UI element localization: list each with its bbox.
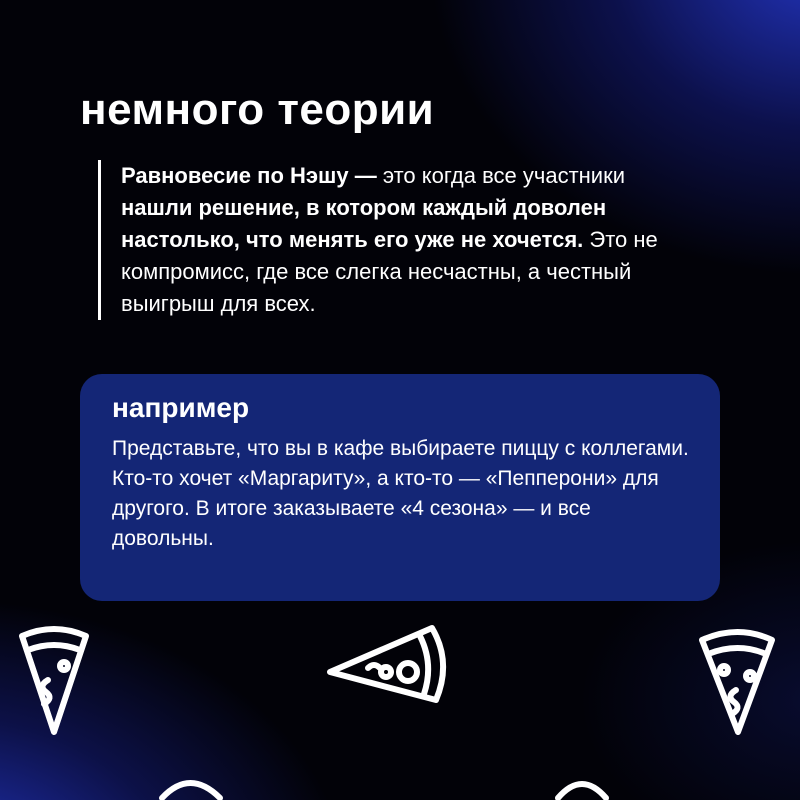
example-heading: например [112, 392, 250, 423]
theory-quote [98, 160, 701, 320]
example-text: Представьте, что вы в кафе выбираете пиццу с коллегами. Кто-то хочет «Маргариту», а кто-то — «Пепперони» для другого. В итоге заказываете «4 сезона» — и все довольны. [112, 437, 689, 550]
page-title: немного теории [80, 85, 435, 134]
theory-segment: нашли решение, в котором каждый доволен настолько, что менять его уже не хочется. [121, 195, 607, 252]
theory-segment: Это не компромисс, где все слегка несчастны, а честный выигрыш для всех. [121, 227, 658, 316]
pizza-slice-icon [552, 772, 612, 800]
pizza-slice-icon [156, 772, 226, 800]
theory-segment: это когда все участники [382, 163, 626, 188]
example-card [80, 374, 720, 601]
pizza-slice-icon [324, 618, 456, 708]
pizza-slice-icon [14, 620, 94, 740]
pizza-slice-icon [694, 620, 780, 740]
theory-segment: Равновесие по Нэшу — [121, 163, 383, 188]
theory-text [121, 160, 701, 320]
